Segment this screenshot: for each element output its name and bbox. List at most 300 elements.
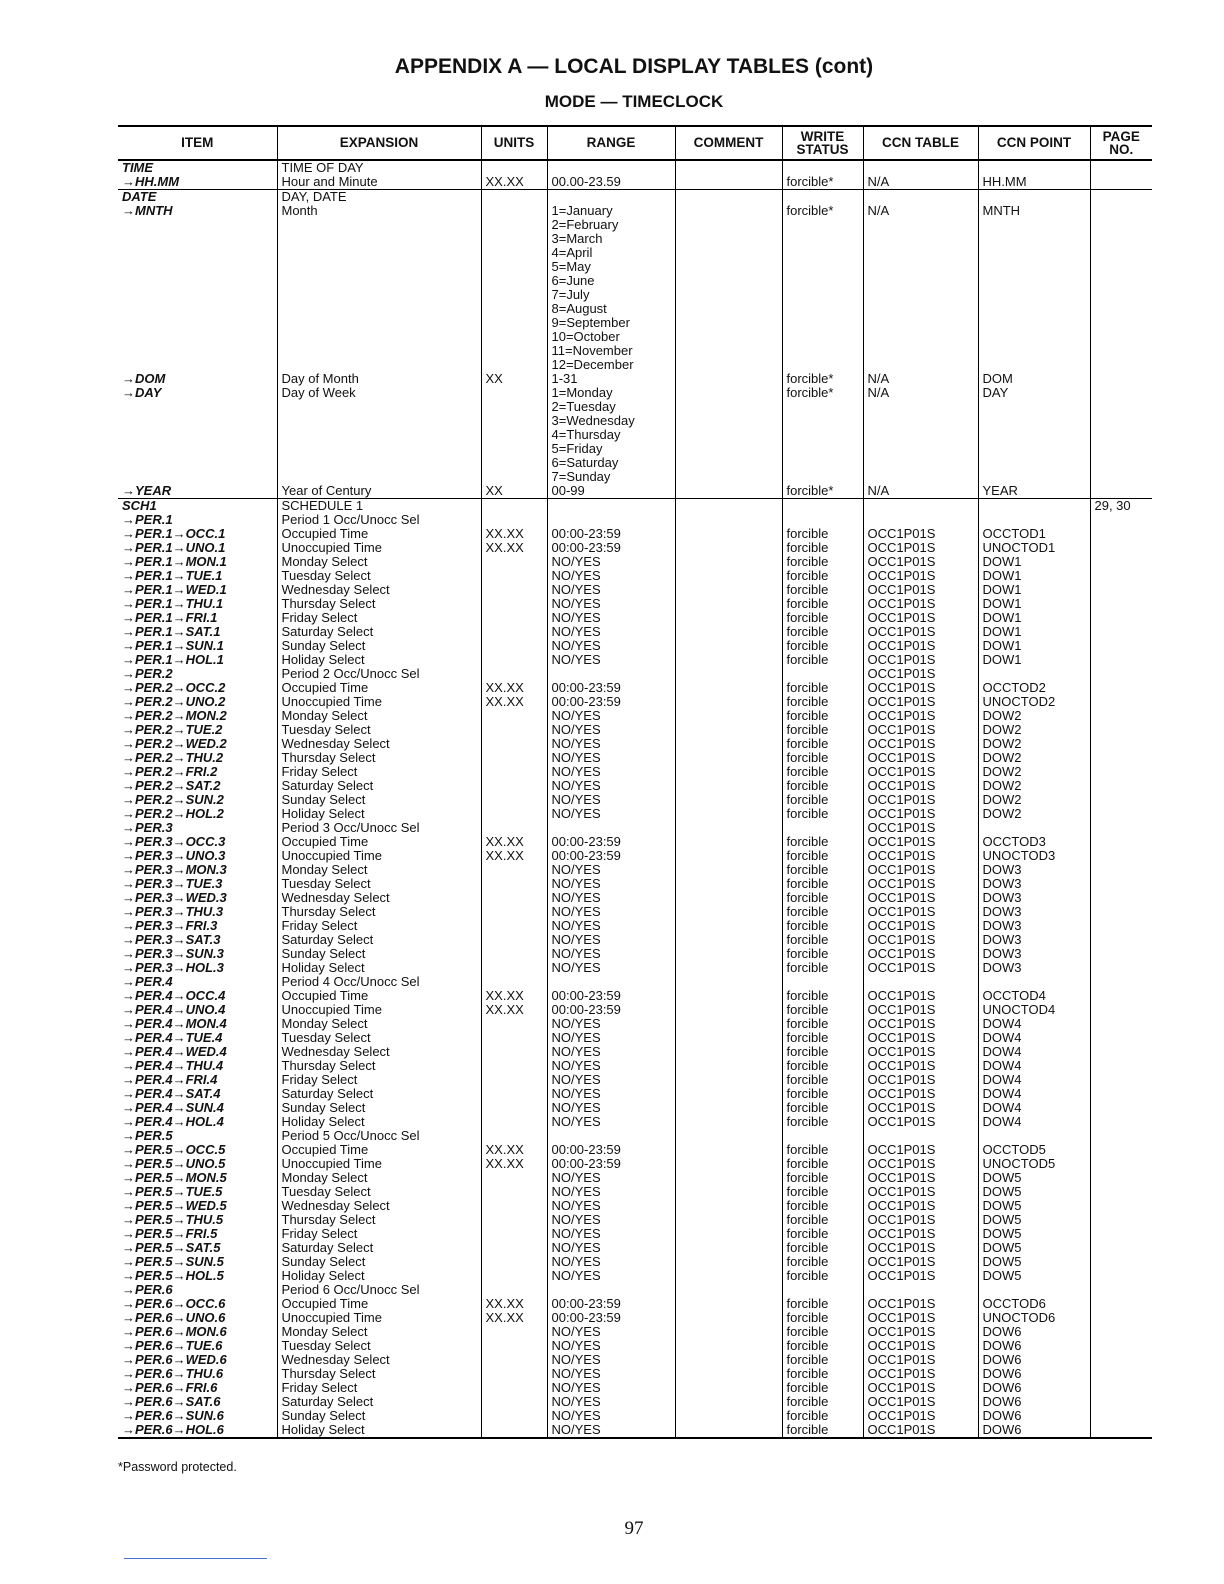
table-row (118, 1339, 1152, 1353)
cell-ccn-table: OCC1P01S (863, 1213, 978, 1227)
cell-item (118, 316, 277, 330)
cell-page-no (1090, 358, 1152, 372)
cell-page-no (1090, 611, 1152, 625)
cell-ccn-point: DOW4 (978, 1031, 1090, 1045)
cell-expansion (277, 330, 481, 344)
cell-item: →PER.4→SAT.4 (122, 1087, 221, 1101)
cell-ccn-table (863, 302, 978, 316)
cell-write-status: forcible (782, 541, 863, 555)
cell-units: XX.XX (481, 175, 547, 190)
cell-range: NO/YES (547, 709, 675, 723)
cell-expansion: Unoccupied Time (277, 1157, 481, 1171)
footer-rule (124, 1558, 267, 1559)
cell-expansion: Saturday Select (277, 1241, 481, 1255)
cell-range: 00:00-23:59 (547, 1311, 675, 1325)
cell-ccn-point: OCCTOD3 (978, 835, 1090, 849)
cell-item: →PER.5→MON.5 (122, 1171, 227, 1185)
cell-write-status: forcible (782, 653, 863, 667)
cell-item: →PER.1 (122, 513, 173, 527)
cell-units (481, 246, 547, 260)
cell-units (481, 1381, 547, 1395)
cell-ccn-table: OCC1P01S (863, 1059, 978, 1073)
table-row (118, 160, 1152, 175)
table-row (118, 1325, 1152, 1339)
cell-page-no (1090, 1185, 1152, 1199)
table-row (118, 919, 1152, 933)
cell-page-no (1090, 1059, 1152, 1073)
table-row (118, 807, 1152, 821)
cell-item (118, 260, 277, 274)
cell-comment (675, 400, 782, 414)
cell-ccn-point: DOW1 (978, 597, 1090, 611)
cell-comment (675, 316, 782, 330)
cell-comment (675, 1129, 782, 1143)
cell-range: NO/YES (547, 653, 675, 667)
cell-page-no (1090, 667, 1152, 681)
cell-expansion: SCHEDULE 1 (277, 499, 481, 514)
cell-write-status: forcible* (782, 175, 863, 190)
table-row (118, 611, 1152, 625)
cell-page-no (1090, 190, 1152, 205)
cell-expansion (277, 442, 481, 456)
cell-page-no (1090, 1409, 1152, 1423)
cell-expansion: Monday Select (277, 555, 481, 569)
timeclock-table (118, 125, 1152, 1439)
cell-comment (675, 1115, 782, 1129)
cell-range: 5=May (547, 260, 675, 274)
cell-page-no (1090, 1171, 1152, 1185)
cell-page-no (1090, 1367, 1152, 1381)
cell-ccn-point: DOW1 (978, 569, 1090, 583)
cell-units (481, 190, 547, 205)
table-row (118, 1017, 1152, 1031)
cell-item: →PER.6→FRI.6 (122, 1381, 218, 1395)
cell-units (481, 625, 547, 639)
cell-write-status: forcible (782, 1353, 863, 1367)
cell-expansion: Saturday Select (277, 625, 481, 639)
cell-write-status: forcible (782, 891, 863, 905)
cell-expansion: Year of Century (277, 484, 481, 499)
cell-page-no (1090, 751, 1152, 765)
cell-expansion: Holiday Select (277, 1269, 481, 1283)
cell-ccn-table: OCC1P01S (863, 1227, 978, 1241)
cell-item: →PER.3→THU.3 (122, 905, 224, 919)
table-row (118, 821, 1152, 835)
cell-ccn-table: OCC1P01S (863, 1255, 978, 1269)
cell-item: →PER.6→SAT.6 (122, 1395, 221, 1409)
cell-expansion: Friday Select (277, 919, 481, 933)
cell-item: →PER.2→OCC.2 (122, 681, 226, 695)
cell-write-status: forcible (782, 1059, 863, 1073)
cell-item: →PER.4 (122, 975, 173, 989)
cell-item (118, 330, 277, 344)
cell-write-status (782, 499, 863, 514)
cell-range: 00:00-23:59 (547, 541, 675, 555)
cell-write-status (782, 288, 863, 302)
cell-comment (675, 989, 782, 1003)
cell-write-status: forcible (782, 877, 863, 891)
cell-range: NO/YES (547, 1269, 675, 1283)
cell-expansion: Month (277, 204, 481, 218)
cell-ccn-point: DOW4 (978, 1059, 1090, 1073)
cell-page-no (1090, 260, 1152, 274)
cell-ccn-point: DAY (978, 386, 1090, 400)
cell-ccn-point (978, 499, 1090, 514)
cell-page-no (1090, 709, 1152, 723)
cell-item: →PER.2→MON.2 (122, 709, 227, 723)
cell-units (481, 1171, 547, 1185)
cell-ccn-table (863, 1129, 978, 1143)
cell-expansion: Wednesday Select (277, 891, 481, 905)
cell-units (481, 302, 547, 316)
cell-units (481, 1241, 547, 1255)
cell-expansion: Friday Select (277, 765, 481, 779)
cell-write-status: forcible (782, 1381, 863, 1395)
table-row (118, 989, 1152, 1003)
table-row (118, 793, 1152, 807)
cell-range: NO/YES (547, 933, 675, 947)
cell-units: XX.XX (481, 989, 547, 1003)
cell-comment (675, 1255, 782, 1269)
cell-comment (675, 583, 782, 597)
cell-units (481, 821, 547, 835)
cell-units (481, 961, 547, 975)
cell-range: 00:00-23:59 (547, 681, 675, 695)
cell-comment (675, 709, 782, 723)
col-header-ccn-point: CCN POINT (978, 126, 1090, 160)
cell-units (481, 232, 547, 246)
cell-units (481, 583, 547, 597)
cell-ccn-point (978, 190, 1090, 205)
cell-write-status: forcible (782, 639, 863, 653)
cell-range: 00:00-23:59 (547, 695, 675, 709)
cell-ccn-table: OCC1P01S (863, 1269, 978, 1283)
cell-write-status (782, 1283, 863, 1297)
cell-expansion: Monday Select (277, 1171, 481, 1185)
cell-item (118, 274, 277, 288)
cell-units (481, 919, 547, 933)
cell-expansion: Wednesday Select (277, 737, 481, 751)
cell-range: 4=Thursday (547, 428, 675, 442)
table-row (118, 400, 1152, 414)
cell-units (481, 1059, 547, 1073)
table-row (118, 653, 1152, 667)
table-row (118, 1087, 1152, 1101)
cell-range: 7=Sunday (547, 470, 675, 484)
cell-ccn-table: OCC1P01S (863, 807, 978, 821)
cell-write-status: forcible (782, 989, 863, 1003)
table-row (118, 1311, 1152, 1325)
cell-units (481, 905, 547, 919)
cell-ccn-table: OCC1P01S (863, 709, 978, 723)
cell-ccn-table: OCC1P01S (863, 639, 978, 653)
cell-write-status: forcible (782, 583, 863, 597)
cell-ccn-point (978, 246, 1090, 260)
cell-item: →PER.3→UNO.3 (122, 849, 226, 863)
cell-expansion: Friday Select (277, 1227, 481, 1241)
cell-write-status (782, 667, 863, 681)
cell-write-status: forcible (782, 1409, 863, 1423)
cell-ccn-table: OCC1P01S (863, 1157, 978, 1171)
cell-page-no (1090, 779, 1152, 793)
cell-comment (675, 905, 782, 919)
cell-write-status: forcible (782, 1087, 863, 1101)
cell-ccn-point: DOW5 (978, 1227, 1090, 1241)
cell-expansion: Period 6 Occ/Unocc Sel (277, 1283, 481, 1297)
cell-ccn-point: DOW4 (978, 1073, 1090, 1087)
cell-units (481, 386, 547, 400)
cell-expansion (277, 358, 481, 372)
cell-page-no (1090, 1129, 1152, 1143)
cell-ccn-table: OCC1P01S (863, 1031, 978, 1045)
cell-units (481, 499, 547, 514)
cell-page-no (1090, 569, 1152, 583)
cell-units: XX.XX (481, 527, 547, 541)
cell-page-no (1090, 1311, 1152, 1325)
cell-ccn-table (863, 190, 978, 205)
cell-units (481, 1185, 547, 1199)
cell-item: →PER.1→SUN.1 (122, 639, 224, 653)
cell-write-status: forcible (782, 681, 863, 695)
cell-comment (675, 793, 782, 807)
cell-ccn-point: DOW2 (978, 793, 1090, 807)
cell-units (481, 555, 547, 569)
cell-comment (675, 175, 782, 190)
cell-comment (675, 1157, 782, 1171)
cell-comment (675, 160, 782, 175)
cell-expansion: Occupied Time (277, 1297, 481, 1311)
cell-expansion: Saturday Select (277, 779, 481, 793)
cell-comment (675, 513, 782, 527)
cell-range: 2=February (547, 218, 675, 232)
cell-write-status: forcible (782, 919, 863, 933)
cell-range: NO/YES (547, 807, 675, 821)
cell-range: NO/YES (547, 1255, 675, 1269)
cell-range: NO/YES (547, 793, 675, 807)
cell-page-no (1090, 961, 1152, 975)
cell-expansion: Monday Select (277, 709, 481, 723)
cell-write-status: forcible (782, 1255, 863, 1269)
cell-comment (675, 891, 782, 905)
cell-page-no (1090, 428, 1152, 442)
cell-units (481, 1283, 547, 1297)
cell-units (481, 569, 547, 583)
cell-write-status: forcible (782, 1395, 863, 1409)
cell-expansion: Monday Select (277, 863, 481, 877)
cell-item: DATE (122, 189, 157, 204)
cell-comment (675, 653, 782, 667)
cell-range: NO/YES (547, 919, 675, 933)
cell-comment (675, 1325, 782, 1339)
cell-comment (675, 204, 782, 218)
cell-item: →PER.6 (122, 1283, 173, 1297)
table-row (118, 372, 1152, 386)
cell-comment (675, 428, 782, 442)
cell-comment (675, 442, 782, 456)
cell-page-no (1090, 232, 1152, 246)
table-row (118, 1283, 1152, 1297)
table-row (118, 1269, 1152, 1283)
cell-page-no (1090, 160, 1152, 175)
cell-ccn-point: DOW1 (978, 583, 1090, 597)
cell-expansion: Monday Select (277, 1017, 481, 1031)
cell-expansion: Holiday Select (277, 653, 481, 667)
cell-expansion: Monday Select (277, 1325, 481, 1339)
cell-page-no (1090, 274, 1152, 288)
cell-units: XX.XX (481, 695, 547, 709)
cell-units: XX.XX (481, 835, 547, 849)
cell-comment (675, 849, 782, 863)
cell-comment (675, 1087, 782, 1101)
cell-ccn-point: UNOCTOD1 (978, 541, 1090, 555)
cell-ccn-point (978, 513, 1090, 527)
cell-page-no (1090, 947, 1152, 961)
cell-comment (675, 414, 782, 428)
cell-units: XX.XX (481, 541, 547, 555)
cell-ccn-table: OCC1P01S (863, 723, 978, 737)
cell-units (481, 807, 547, 821)
cell-item: →PER.2→HOL.2 (122, 807, 224, 821)
cell-expansion (277, 456, 481, 470)
cell-range: NO/YES (547, 1423, 675, 1438)
cell-ccn-point: DOW6 (978, 1367, 1090, 1381)
cell-range: NO/YES (547, 1367, 675, 1381)
cell-page-no (1090, 1157, 1152, 1171)
table-row (118, 765, 1152, 779)
cell-ccn-table: OCC1P01S (863, 1017, 978, 1031)
cell-expansion: Sunday Select (277, 639, 481, 653)
cell-units (481, 611, 547, 625)
cell-range: NO/YES (547, 611, 675, 625)
cell-units: XX.XX (481, 1311, 547, 1325)
cell-item: →PER.1→MON.1 (122, 555, 227, 569)
cell-ccn-table: OCC1P01S (863, 1003, 978, 1017)
cell-units (481, 751, 547, 765)
cell-item: →PER.5→THU.5 (122, 1213, 224, 1227)
cell-ccn-table (863, 428, 978, 442)
cell-units (481, 891, 547, 905)
cell-ccn-table (863, 344, 978, 358)
cell-write-status: forcible (782, 779, 863, 793)
cell-units (481, 1325, 547, 1339)
cell-write-status: forcible (782, 1073, 863, 1087)
cell-item: →PER.5→WED.5 (122, 1199, 227, 1213)
cell-write-status: forcible (782, 695, 863, 709)
table-row (118, 1423, 1152, 1438)
cell-ccn-point: DOW1 (978, 611, 1090, 625)
cell-comment (675, 569, 782, 583)
cell-ccn-table (863, 456, 978, 470)
write-status-label: WRITE STATUS (796, 128, 849, 157)
cell-ccn-point: HH.MM (978, 175, 1090, 190)
cell-write-status: forcible (782, 933, 863, 947)
cell-expansion (277, 470, 481, 484)
cell-write-status: forcible (782, 947, 863, 961)
cell-item: →PER.5→HOL.5 (122, 1269, 224, 1283)
cell-comment (675, 330, 782, 344)
cell-expansion (277, 316, 481, 330)
cell-ccn-table: OCC1P01S (863, 989, 978, 1003)
cell-write-status (782, 246, 863, 260)
table-row (118, 1353, 1152, 1367)
table-row (118, 358, 1152, 372)
cell-expansion: Sunday Select (277, 793, 481, 807)
cell-ccn-point: DOW2 (978, 751, 1090, 765)
cell-write-status: forcible (782, 1143, 863, 1157)
cell-expansion: Period 2 Occ/Unocc Sel (277, 667, 481, 681)
cell-ccn-table: OCC1P01S (863, 793, 978, 807)
cell-range: NO/YES (547, 1241, 675, 1255)
cell-range: NO/YES (547, 1185, 675, 1199)
cell-expansion: DAY, DATE (277, 190, 481, 205)
cell-range: NO/YES (547, 583, 675, 597)
cell-ccn-table: OCC1P01S (863, 569, 978, 583)
cell-item (118, 302, 277, 316)
cell-units (481, 597, 547, 611)
cell-units (481, 400, 547, 414)
cell-expansion: TIME OF DAY (277, 160, 481, 175)
cell-expansion (277, 344, 481, 358)
cell-ccn-table: OCC1P01S (863, 1395, 978, 1409)
cell-ccn-table: OCC1P01S (863, 583, 978, 597)
cell-range: 4=April (547, 246, 675, 260)
cell-range: NO/YES (547, 1409, 675, 1423)
cell-ccn-table: N/A (863, 484, 978, 499)
cell-ccn-point: UNOCTOD4 (978, 1003, 1090, 1017)
cell-range (547, 667, 675, 681)
cell-comment (675, 1185, 782, 1199)
cell-ccn-point: DOW5 (978, 1213, 1090, 1227)
cell-expansion: Period 3 Occ/Unocc Sel (277, 821, 481, 835)
cell-ccn-table: OCC1P01S (863, 1381, 978, 1395)
table-row (118, 1199, 1152, 1213)
cell-range: NO/YES (547, 1031, 675, 1045)
cell-comment (675, 232, 782, 246)
table-row (118, 933, 1152, 947)
cell-item: →PER.3→TUE.3 (122, 877, 223, 891)
cell-ccn-table (863, 316, 978, 330)
cell-comment (675, 737, 782, 751)
cell-units: XX (481, 372, 547, 386)
cell-expansion (277, 302, 481, 316)
cell-ccn-point (978, 330, 1090, 344)
cell-range: 00:00-23:59 (547, 1143, 675, 1157)
cell-comment (675, 1283, 782, 1297)
cell-range: NO/YES (547, 961, 675, 975)
cell-comment (675, 260, 782, 274)
cell-page-no (1090, 695, 1152, 709)
cell-range (547, 160, 675, 175)
cell-page-no (1090, 1101, 1152, 1115)
cell-range: 00.00-23.59 (547, 175, 675, 190)
col-header-page-no (1090, 126, 1152, 160)
cell-ccn-table: OCC1P01S (863, 1073, 978, 1087)
cell-ccn-table: OCC1P01S (863, 1339, 978, 1353)
cell-page-no (1090, 807, 1152, 821)
cell-page-no (1090, 400, 1152, 414)
cell-comment (675, 1297, 782, 1311)
cell-ccn-table: OCC1P01S (863, 1423, 978, 1438)
cell-write-status: forcible (782, 1171, 863, 1185)
cell-page-no (1090, 863, 1152, 877)
cell-expansion: Thursday Select (277, 597, 481, 611)
cell-ccn-table: OCC1P01S (863, 1353, 978, 1367)
cell-ccn-point: DOW3 (978, 961, 1090, 975)
cell-write-status (782, 218, 863, 232)
cell-expansion: Unoccupied Time (277, 1003, 481, 1017)
cell-item: →PER.3→MON.3 (122, 863, 227, 877)
table-row (118, 204, 1152, 218)
